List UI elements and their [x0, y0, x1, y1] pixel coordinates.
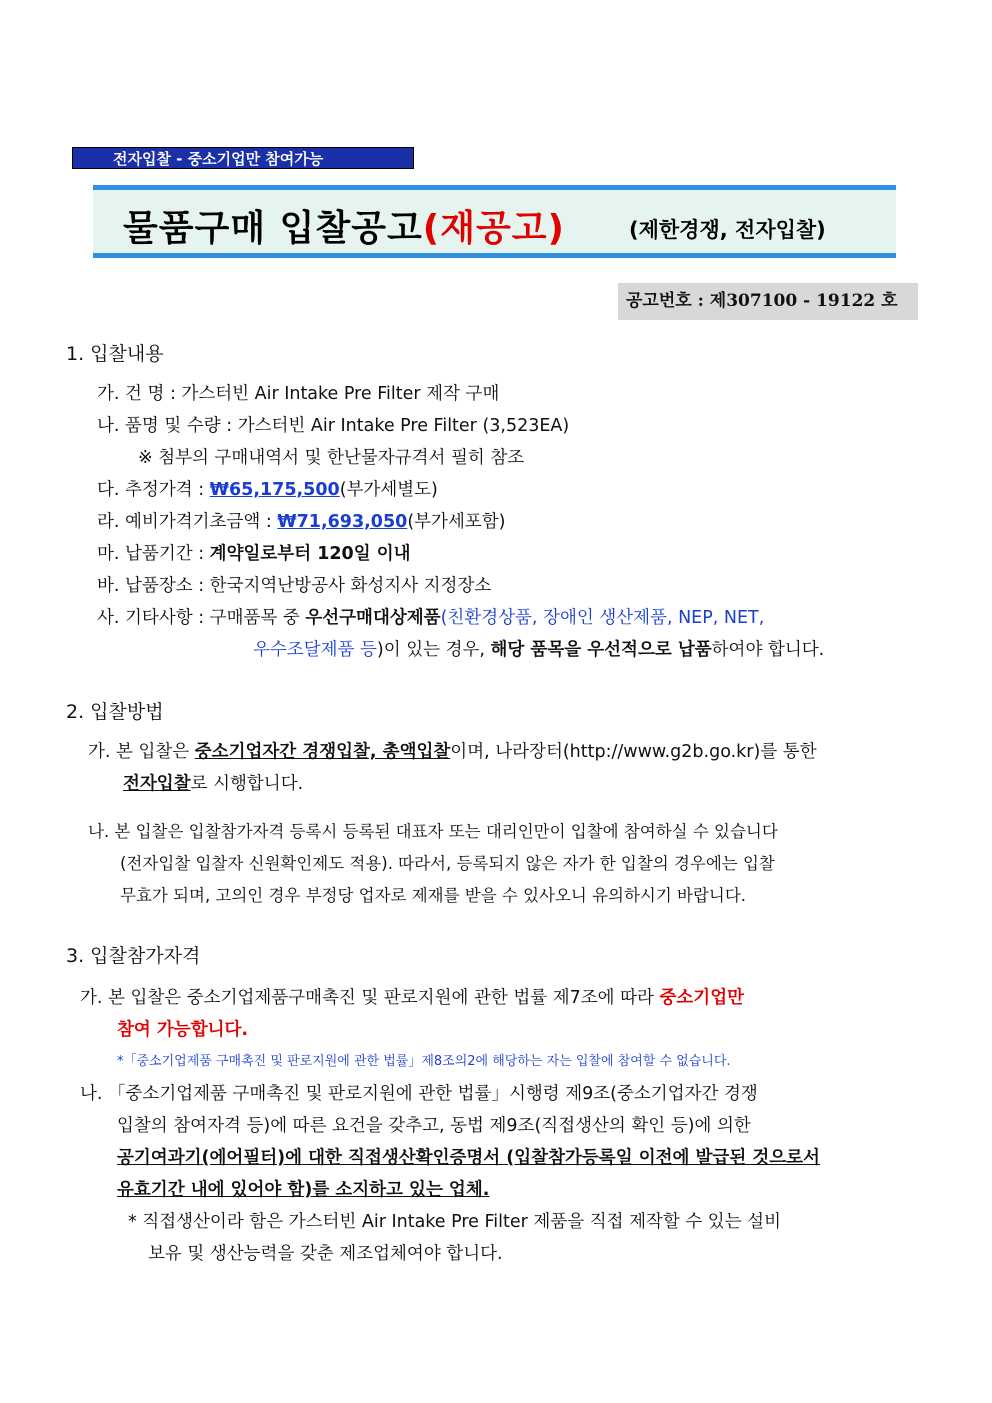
qualification-b-line4: 유효기간 내에 있어야 함)를 소지하고 있는 업체. [117, 1180, 490, 1200]
estimated-price: 다. 추정가격 : ₩65,175,500(부가세별도) [97, 480, 438, 500]
qualification-b-line2: 입찰의 참여자격 등)에 따른 요건을 갖추고, 동법 제9조(직접생산의 확인 등)에 의한 [117, 1116, 751, 1136]
page-subtitle: (제한경쟁, 전자입찰) [629, 218, 826, 242]
base-price-amount: ₩71,693,050 [277, 512, 408, 532]
reannouncement-label: (재공고) [422, 208, 565, 249]
bid-method-b-line3: 무효가 되며, 고의인 경우 부정당 업자로 제재를 받을 수 있사오니 유의하시기 바랍니다. [120, 886, 747, 905]
delivery-place: 바. 납품장소 : 한국지역난방공사 화성지사 지정장소 [97, 576, 492, 596]
e-bid-tag: 전자입찰 - 중소기업만 참여가능 [72, 147, 414, 169]
bid-method-a: 가. 본 입찰은 중소기업자간 경쟁입찰, 총액입찰이며, 나라장터(http://www.g2b.go.kr)를 통한 [88, 742, 817, 762]
bid-method-b-line1: 나. 본 입찰은 입찰참가자격 등록시 등록된 대표자 또는 대리인만이 입찰에 참여하실 수 있습니다 [88, 822, 778, 841]
section-3-heading: 3. 입찰참가자격 [66, 945, 201, 967]
qualification-a-note: *「중소기업제품 구매촉진 및 판로지원에 관한 법률」제8조의2에 해당하는 자는 입찰에 참여할 수 없습니다. [117, 1054, 731, 1069]
section-1-heading: 1. 입찰내용 [66, 343, 164, 365]
item-quantity: 나. 품명 및 수량 : 가스터빈 Air Intake Pre Filter (3,523EA) [97, 416, 570, 436]
bid-method-a-cont: 전자입찰로 시행합니다. [123, 774, 304, 794]
page-title: 물품구매 입찰공고(재공고) [123, 208, 565, 249]
estimated-price-amount: ₩65,175,500 [209, 480, 340, 500]
qualification-b-line1: 나. 「중소기업제품 구매촉진 및 판로지원에 관한 법률」시행령 제9조(중소기업자간 경쟁 [80, 1084, 758, 1104]
section-2-heading: 2. 입찰방법 [66, 701, 164, 723]
other-matters-cont: 우수조달제품 등)이 있는 경우, 해당 품목을 우선적으로 납품하여야 합니다. [253, 640, 825, 660]
title-banner [93, 185, 896, 258]
direct-production-note: * 직접생산이라 함은 가스터빈 Air Intake Pre Filter 제품을 직접 제작할 수 있는 설비 [128, 1212, 781, 1232]
item-note: ※ 첨부의 구매내역서 및 한난물자규격서 필히 참조 [138, 448, 525, 468]
qualification-b-line3: 공기여과기(에어필터)에 대한 직접생산확인증명서 (입찰참가등록일 이전에 발급된 것으로서 [117, 1148, 820, 1168]
delivery-period: 마. 납품기간 : 계약일로부터 120일 이내 [97, 544, 411, 564]
qualification-a-cont: 참여 가능합니다. [117, 1020, 249, 1040]
item-title: 가. 건 명 : 가스터빈 Air Intake Pre Filter 제작 구매 [97, 384, 500, 404]
direct-production-note-cont: 보유 및 생산능력을 갖춘 제조업체여야 합니다. [148, 1244, 503, 1264]
other-matters: 사. 기타사항 : 구매품목 중 우선구매대상제품(친환경상품, 장애인 생산제품, NEP, NET, [97, 608, 765, 628]
bid-method-b-line2: (전자입찰 입찰자 신원확인제도 적용). 따라서, 등록되지 않은 자가 한 입찰의 경우에는 입찰 [120, 854, 775, 873]
base-price: 라. 예비가격기초금액 : ₩71,693,050(부가세포함) [97, 512, 506, 532]
notice-number: 공고번호 : 제307100 - 19122 호 [618, 283, 918, 320]
qualification-a: 가. 본 입찰은 중소기업제품구매촉진 및 판로지원에 관한 법률 제7조에 따라 중소기업만 [80, 988, 745, 1008]
